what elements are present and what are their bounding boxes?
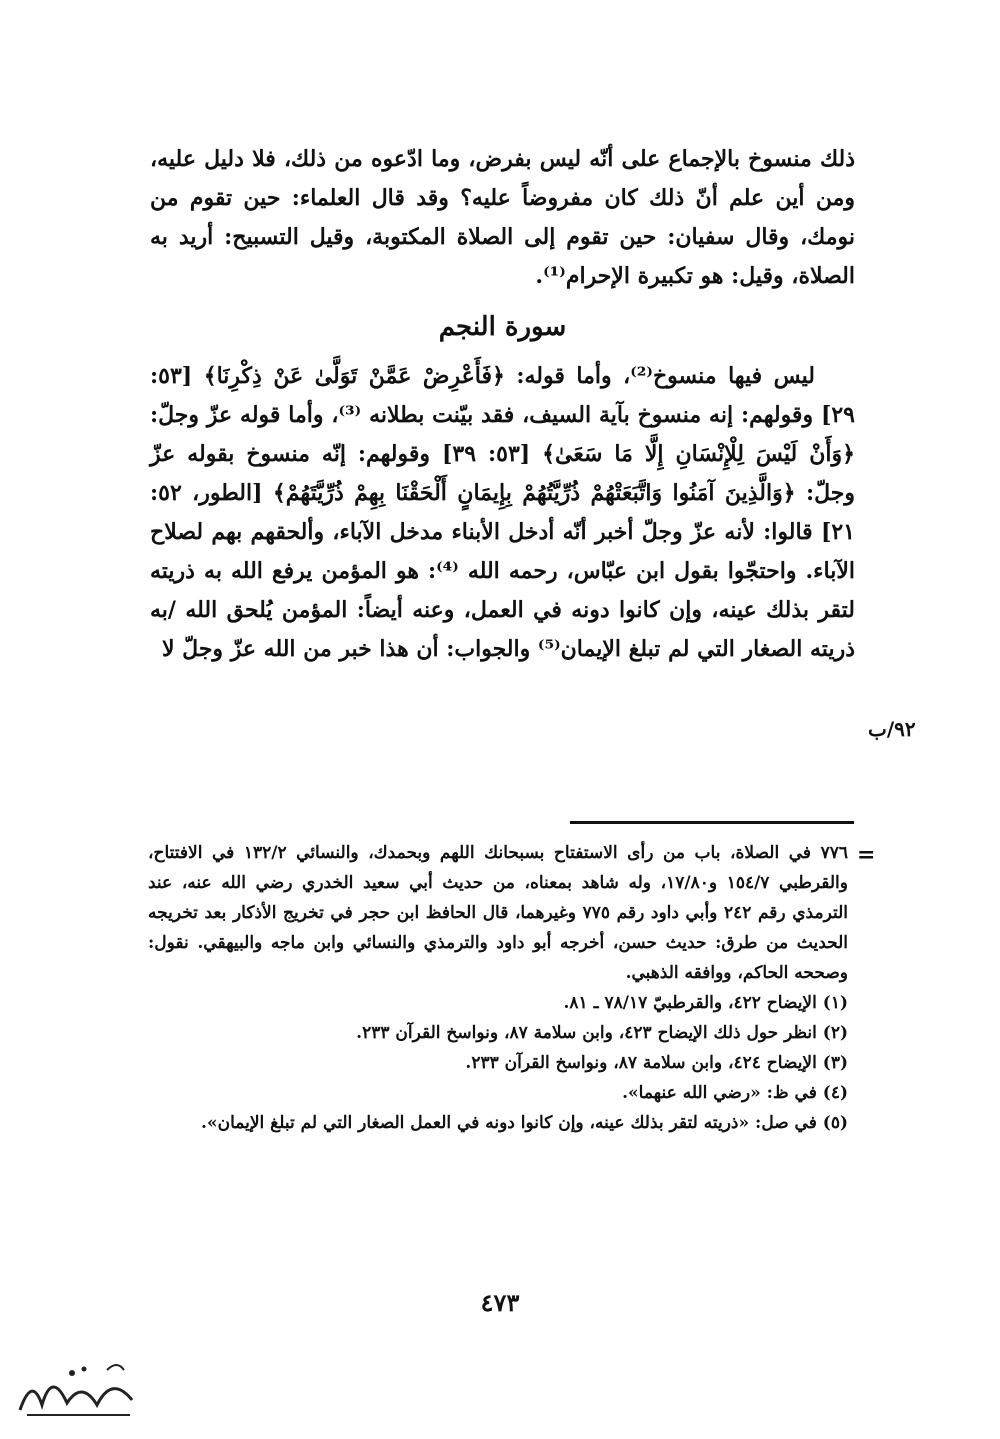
paragraph-1: ذلك منسوخ بالإجماع على أنّه ليس بفرض، وما ادّعوه من ذلك، فلا دليل عليه، ومن أين علم أنّ ذلك كان مفروضاً عليه؟ وقد قال العلماء: حين تقوم من نومك، وقال سفيان: حين تقوم إلى الصلاة المكتوبة، وقيل التسبيح: أريد به الصلاة، وقيل: هو تكبيرة الإحرام⁽¹⁾. [150, 146, 855, 289]
main-text [150, 140, 855, 669]
footnote-3: (٣) الإيضاح ٤٢٤، وابن سلامة ٨٧، ونواسخ القرآن ٢٣٣. [465, 1053, 848, 1073]
continuation-mark: = [857, 842, 876, 868]
footnote-separator [570, 821, 854, 824]
paragraph-2: ليس فيها منسوخ⁽²⁾، وأما قوله: ﴿فَأَعْرِضْ عَمَّنْ تَوَلَّىٰ عَنْ ذِكْرِنَا﴾ [٥٣: ٢٩] وقولهم: إنه منسوخ بآية السيف، فقد بيّنت بطلانه ⁽³⁾، وأما قوله عزّ وجلّ: ﴿وَأَنْ لَيْسَ لِلْإِنْسَانِ إِلَّا مَا سَعَىٰ﴾ [٥٣: ٣٩] وقولهم: إنّه منسوخ بقوله عزّ وجلّ: ﴿وَالَّذِينَ آمَنُوا وَاتَّبَعَتْهُمْ ذُرِّيَّتُهُمْ بِإِيمَانٍ أَلْحَقْنَا بِهِمْ ذُرِّيَّتَهُمْ﴾ [الطور، ٥٢: ٢١] قالوا: لأنه عزّ وجلّ أخبر أنّه أدخل الأبناء مدخل الآباء، وألحقهم بهم لصلاح الآباء. واحتجّوا بقول ابن عبّاس، رحمه الله ⁽⁴⁾: هو المؤمن يرفع الله به ذريته لتقر بذلك عينه، وإن كانوا دونه في العمل، وعنه أيضاً: المؤمن يُلحق الله /به ذريته الصغار التي لم تبلغ الإيمان⁽⁵⁾ والجواب: أن هذا خبر من الله عزّ وجلّ لا [150, 363, 856, 662]
footnote-4: (٤) في ظ: «رضي الله عنهما». [622, 1083, 848, 1103]
manuscript-folio-marker: ٩٢/ب [868, 717, 916, 741]
publisher-logo [12, 1355, 142, 1430]
footnote-continuation: ٧٧٦ في الصلاة، باب من رأى الاستفتاح بسبحانك اللهم وبحمدك، والنسائي ١٣٢/٢ في الافتتاح، والقرطبي ١٥٤/٧ و١٧/٨٠، وله شاهد بمعناه، من حديث أبي سعيد الخدري رضي الله عنه، عند الترمذي رقم ٢٤٢ وأبي داود رقم ٧٧٥ وغيرهما، قال الحافظ ابن حجر في تخريج الأذكار بعد تخريجه الحديث من طرق: حديث حسن، أخرجه أبو داود والترمذي والنسائي وابن ماجه والبيهقي. نقول: وصححه الحاكم، ووافقه الذهبي. [148, 843, 849, 983]
footnote-1: (١) الإيضاح ٤٢٢، والقرطبيّ ٧٨/١٧ ـ ٨١. [563, 993, 848, 1013]
surah-title: سورة النجم [438, 312, 567, 342]
page-number: ٤٧٣ [480, 1288, 520, 1317]
footnote-5: (٥) في صل: «ذريته لتقر بذلك عينه، وإن كانوا دونه في العمل الصغار التي لم تبلغ الإيمان». [201, 1113, 848, 1133]
footnotes [148, 838, 848, 1138]
logo-calligraphy-icon [12, 1355, 142, 1430]
footnote-2: (٢) انظر حول ذلك الإيضاح ٤٢٣، وابن سلامة ٨٧، ونواسخ القرآن ٢٣٣. [356, 1023, 848, 1043]
